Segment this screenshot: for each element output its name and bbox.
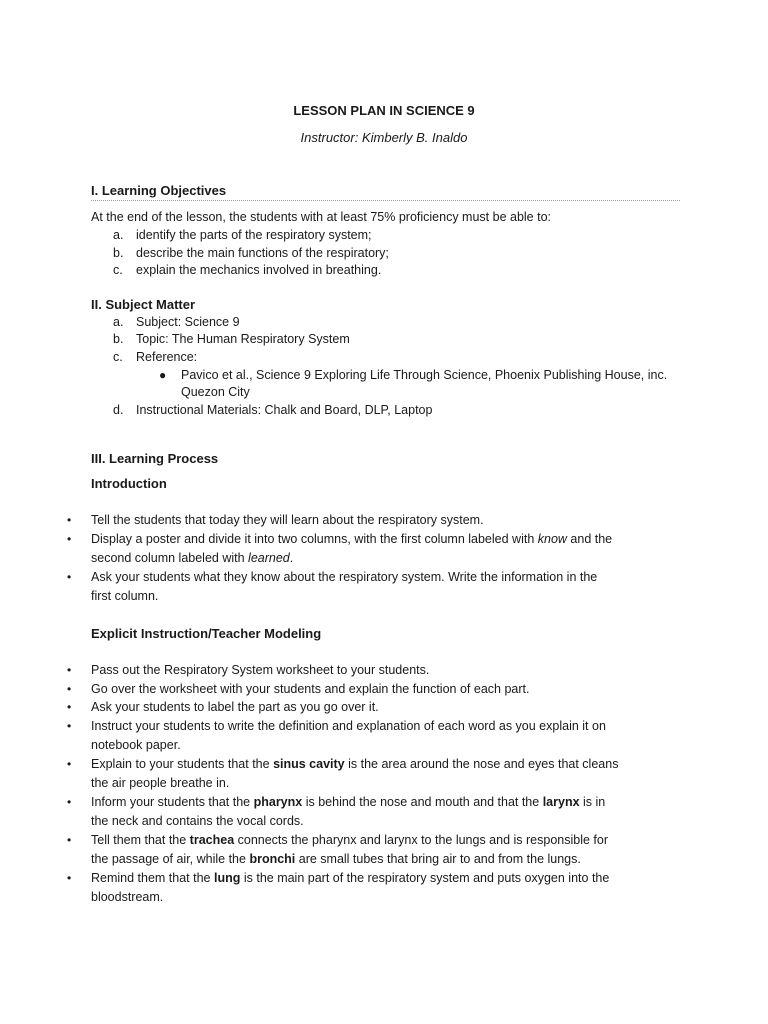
objective-marker: a.	[113, 228, 124, 242]
objective-item: describe the main functions of the respiratory;	[136, 246, 389, 260]
bullet-icon: •	[67, 833, 72, 847]
introduction-heading: Introduction	[91, 476, 167, 491]
term-pharynx: pharynx	[253, 795, 303, 809]
objective-item: identify the parts of the respiratory system;	[136, 228, 372, 242]
bullet-icon: •	[67, 570, 72, 584]
bullet-icon: •	[67, 532, 72, 546]
list-marker: d.	[113, 403, 124, 417]
list-marker: b.	[113, 332, 124, 346]
term-larynx: larynx	[542, 795, 580, 809]
instruction-bullet-text: Remind them that the lung is the main part of the respiratory system and puts oxygen into the	[91, 871, 610, 885]
bullet-icon: •	[67, 663, 72, 677]
materials-line: Instructional Materials: Chalk and Board, DLP, Laptop	[136, 403, 433, 417]
instruction-bullet-text-continued: the passage of air, while the bronchi are small tubes that bring air to and from the lungs.	[91, 852, 581, 866]
instruction-bullet-text-continued: bloodstream.	[91, 890, 164, 904]
instruction-bullet-text: Pass out the Respiratory System worksheet to your students.	[91, 663, 430, 677]
instruction-bullet-text: Instruct your students to write the definition and explanation of each word as you explain it on	[91, 719, 606, 733]
reference-entry-continued: Quezon City	[181, 385, 250, 399]
topic-line: Topic: The Human Respiratory System	[136, 332, 350, 346]
objectives-heading: I. Learning Objectives	[91, 183, 227, 198]
intro-bullet-text-continued: second column labeled with learned.	[91, 551, 294, 565]
intro-bullet-text: Ask your students what they know about the respiratory system. Write the information in the	[91, 570, 598, 584]
bullet-icon: •	[67, 795, 72, 809]
reference-label: Reference:	[136, 350, 198, 364]
instruction-bullet-text-continued: notebook paper.	[91, 738, 181, 752]
document-title: LESSON PLAN IN SCIENCE 9	[293, 103, 475, 118]
instruction-bullet-text-continued: the air people breathe in.	[91, 776, 230, 790]
bullet-icon: •	[67, 719, 72, 733]
reference-entry: Pavico et al., Science 9 Exploring Life Through Science, Phoenix Publishing House, inc.	[181, 368, 668, 382]
explicit-instruction-heading: Explicit Instruction/Teacher Modeling	[91, 626, 322, 641]
list-marker: c.	[113, 350, 123, 364]
term-bronchi: bronchi	[249, 852, 296, 866]
instruction-bullet-text: Tell them that the trachea connects the pharynx and larynx to the lungs and is responsible for	[91, 833, 608, 847]
instruction-bullet-text: Ask your students to label the part as you go over it.	[91, 700, 379, 714]
objective-marker: b.	[113, 246, 124, 260]
term-sinus-cavity: sinus cavity	[273, 757, 345, 771]
subject-line: Subject: Science 9	[136, 315, 240, 329]
intro-bullet-text: Tell the students that today they will learn about the respiratory system.	[91, 513, 484, 527]
bullet-icon: •	[67, 682, 72, 696]
intro-bullet-text-continued: first column.	[91, 589, 159, 603]
bullet-icon: •	[67, 513, 72, 527]
instruction-bullet-text: Explain to your students that the sinus cavity is the area around the nose and eyes that cleans	[91, 757, 619, 771]
emphasis-know: know	[537, 532, 567, 546]
bullet-icon: •	[67, 871, 72, 885]
term-lung: lung	[213, 871, 241, 885]
intro-bullet-text: Display a poster and divide it into two columns, with the first column labeled with know and the	[91, 532, 613, 546]
objectives-intro: At the end of the lesson, the students with at least 75% proficiency must be able to:	[91, 210, 551, 224]
instructor-line: Instructor: Kimberly B. Inaldo	[300, 130, 468, 145]
objective-marker: c.	[113, 263, 123, 277]
bullet-icon: •	[67, 757, 72, 771]
term-trachea: trachea	[189, 833, 235, 847]
emphasis-learned: learned	[248, 551, 290, 565]
objective-item: explain the mechanics involved in breathing.	[136, 263, 382, 277]
subject-matter-heading: II. Subject Matter	[91, 297, 196, 312]
section-divider	[91, 200, 680, 201]
instruction-bullet-text-continued: the neck and contains the vocal cords.	[91, 814, 304, 828]
bullet-icon: ●	[159, 368, 167, 382]
instruction-bullet-text: Inform your students that the pharynx is behind the nose and mouth and that the larynx is in	[91, 795, 606, 809]
learning-process-heading: III. Learning Process	[91, 451, 219, 466]
bullet-icon: •	[67, 700, 72, 714]
list-marker: a.	[113, 315, 124, 329]
instruction-bullet-text: Go over the worksheet with your students and explain the function of each part.	[91, 682, 530, 696]
